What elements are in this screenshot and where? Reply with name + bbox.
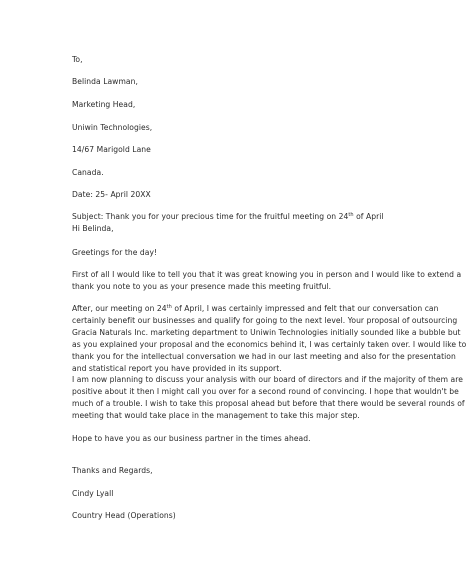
- closing-hope: Hope to have you as our business partner in the times ahead.: [72, 434, 311, 443]
- recipient-company: Uniwin Technologies,: [72, 123, 153, 132]
- paragraph-2-line: Gracia Naturals Inc. marketing department to Uniwin Technologies initially sounded like a bubble but: [72, 328, 461, 337]
- sender-name: Cindy Lyall: [72, 489, 114, 498]
- paragraph-2-line: After, our meeting on 24th of April, I was certainly impressed and felt that our conversation can: [72, 304, 439, 313]
- paragraph-3-line: positive about it then I might call you over for a second round of convincing. I hope that wouldn't be: [72, 387, 459, 396]
- paragraph-1-line: First of all I would like to tell you that it was great knowing you in person and I would like to extend a: [72, 270, 462, 279]
- paragraph-1-line: thank you note to you as your presence made this meeting fruitful.: [72, 282, 332, 291]
- recipient-title: Marketing Head,: [72, 100, 136, 109]
- paragraph-2-line: and statistical report you have provided in its support.: [72, 364, 282, 373]
- paragraph-3-line: I am now planning to discuss your analysis with our board of directors and if the majority of them are: [72, 375, 463, 384]
- recipient-street: 14/67 Marigold Lane: [72, 145, 151, 154]
- greeting-name: Hi Belinda,: [72, 224, 114, 233]
- recipient-name: Belinda Lawman,: [72, 77, 138, 86]
- paragraph-2-line: certainly benefit our businesses and qualify for going to the next level. Your proposal of outsourcing: [72, 316, 458, 325]
- sender-title: Country Head (Operations): [72, 511, 176, 520]
- recipient-country: Canada.: [72, 168, 104, 177]
- paragraph-3-line: meeting that would take place in the management to take this major step.: [72, 411, 360, 420]
- signoff: Thanks and Regards,: [72, 466, 153, 475]
- paragraph-3-line: much of a trouble. I wish to take this proposal ahead but before that there would be several rounds of: [72, 399, 465, 408]
- salutation-to: To,: [72, 55, 83, 64]
- paragraph-2-line: as you explained your proposal and the economics behind it, I was certainly taken over. I would like to: [72, 340, 467, 349]
- greetings-line: Greetings for the day!: [72, 248, 158, 257]
- letter-date: Date: 25- April 20XX: [72, 190, 151, 199]
- letter-subject: Subject: Thank you for your precious time for the fruitful meeting on 24th of April: [72, 212, 384, 221]
- paragraph-2-line: thank you for the intellectual conversation we had in our last meeting and also for the presentation: [72, 352, 456, 361]
